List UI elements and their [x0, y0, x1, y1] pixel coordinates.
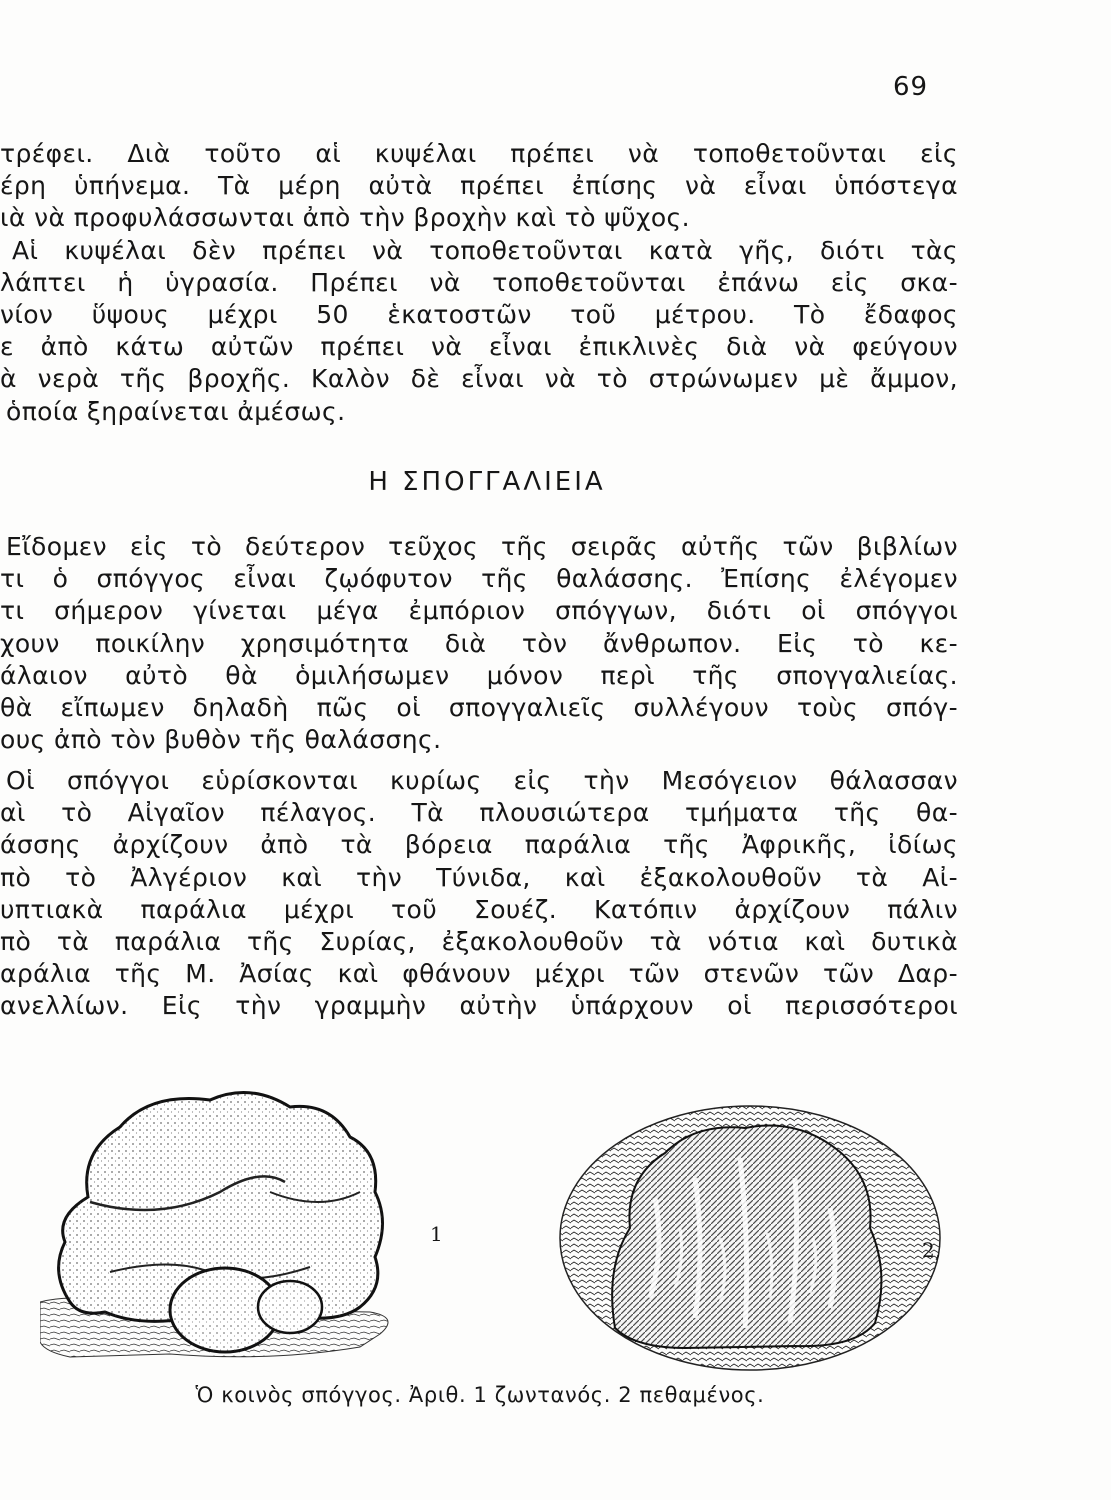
text-line: ιὰ νὰ προφυλάσσωνται ἀπὸ τὴν βροχὴν καὶ τὸ ψῦχος. — [0, 203, 690, 233]
text-line: αὶ τὸ Αἰγαῖον πέλαγος. Τὰ πλουσιώτερα τμήματα τῆς θα- — [0, 798, 958, 828]
figure-caption: Ὁ κοινὸς σπόγγος. Ἀριθ. 1 ζωντανός. 2 πεθαμένος. — [195, 1383, 765, 1407]
text-line: ε ἀπὸ κάτω αὐτῶν πρέπει νὰ εἶναι ἐπικλινὲς διὰ νὰ φεύγουν — [0, 332, 958, 362]
text-line: λάπτει ἡ ὑγρασία. Πρέπει νὰ τοποθετοῦνται ἐπάνω εἰς σκα- — [0, 267, 958, 297]
text-line: έρη ὑπήνεμα. Τὰ μέρη αὐτὰ πρέπει ἐπίσης νὰ εἶναι ὑπόστεγα — [0, 171, 958, 201]
figure-label-1: 1 — [430, 1222, 443, 1246]
paragraph-sponge-intro — [0, 531, 958, 756]
text-line: άλαιον αὐτὸ θὰ ὁμιλήσωμεν μόνον περὶ τῆς σπογγαλιείας. — [0, 660, 958, 690]
text-line: Οἱ σπόγγοι εὑρίσκονται κυρίως εἰς τὴν Μεσόγειον θάλασσαν — [6, 766, 958, 795]
text-line: Εἴδομεν εἰς τὸ δεύτερον τεῦχος τῆς σειρᾶς αὐτῆς τῶν βιβλίων — [6, 532, 958, 561]
text-line: ὁποία ξηραίνεται ἀμέσως. — [6, 396, 346, 426]
text-line: νίον ὕψους μέχρι 50 ἑκατοστῶν τοῦ μέτρου. Τὸ ἔδαφος — [0, 299, 958, 329]
paragraph-beehive-placement — [0, 138, 958, 428]
page-number: 69 — [893, 72, 929, 102]
text-line: ανελλίων. Εἰς τὴν γραμμὴν αὐτὴν ὑπάρχουν οἱ περισσότεροι — [0, 991, 958, 1021]
text-line: αράλια τῆς Μ. Ἀσίας καὶ φθάνουν μέχρι τῶν στενῶν τῶν Δαρ- — [0, 959, 958, 989]
text-line: υπτιακὰ παράλια μέχρι τοῦ Σουέζ. Κατόπιν ἀρχίζουν πάλιν — [0, 894, 958, 924]
living-sponge-illustration — [40, 1072, 440, 1372]
text-line: θὰ εἴπωμεν δηλαδὴ πῶς οἱ σπογγαλιεῖς συλλέγουν τοὺς σπόγ- — [0, 692, 958, 722]
text-line: πὸ τὰ παράλια τῆς Συρίας, ἐξακολουθοῦν τὰ νότια καὶ δυτικὰ — [0, 926, 958, 956]
text-line: τι σήμερον γίνεται μέγα ἐμπόριον σπόγγων, διότι οἱ σπόγγοι — [0, 596, 958, 626]
text-line: ους ἀπὸ τὸν βυθὸν τῆς θαλάσσης. — [0, 725, 442, 755]
text-line: τι ὁ σπόγγος εἶναι ζῳόφυτον τῆς θαλάσσης. Ἐπίσης ἐλέγομεν — [0, 564, 958, 594]
text-line: χουν ποικίλην χρησιμότητα διὰ τὸν ἄνθρωπον. Εἰς τὸ κε- — [0, 628, 958, 658]
text-line: Αἱ κυψέλαι δὲν πρέπει νὰ τοποθετοῦνται κατὰ γῆς, διότι τὰς — [12, 235, 958, 265]
text-line: άσσης ἀρχίζουν ἀπὸ τὰ βόρεια παράλια τῆς Ἀφρικῆς, ἰδίως — [0, 830, 958, 860]
text-line: πὸ τὸ Ἀλγέριον καὶ τὴν Τύνιδα, καὶ ἐξακολουθοῦν τὰ Αἰ- — [0, 862, 958, 892]
dead-sponge-illustration — [555, 1098, 955, 1378]
text-line: ὰ νερὰ τῆς βροχῆς. Καλὸν δὲ εἶναι νὰ τὸ στρώνωμεν μὲ ἄμμον, — [0, 364, 958, 394]
text-line: τρέφει. Διὰ τοῦτο αἱ κυψέλαι πρέπει νὰ τοποθετοῦνται εἰς — [0, 139, 958, 168]
section-heading: Η ΣΠΟΓΓΑΛΙΕΙΑ — [368, 467, 606, 497]
figure-label-2: 2, — [922, 1238, 942, 1262]
paragraph-sponge-locations — [0, 765, 958, 1023]
